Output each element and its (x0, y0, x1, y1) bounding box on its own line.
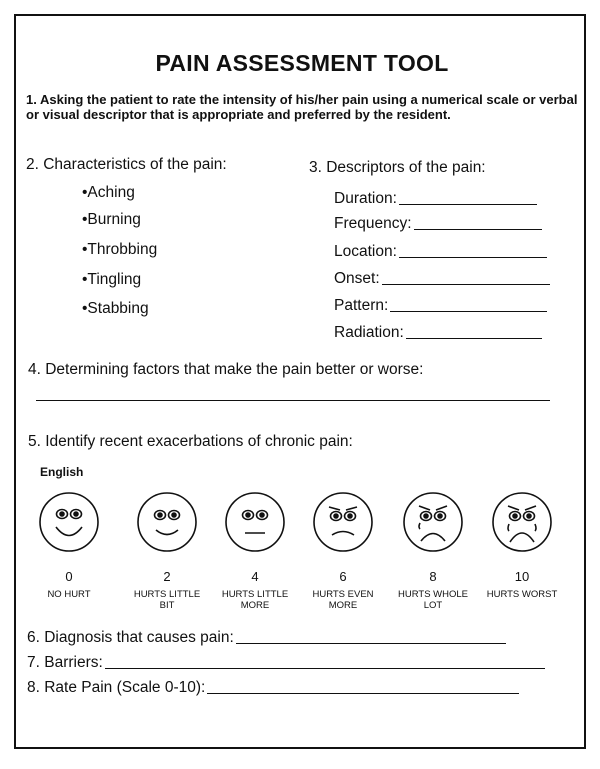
characteristic-item: •Tingling (82, 271, 142, 288)
scale-language-label: English (40, 465, 84, 479)
face-caption: HURTS WHOLE LOT (397, 589, 469, 611)
face-caption: HURTS EVEN MORE (312, 589, 374, 611)
location-field[interactable]: Location: (334, 243, 547, 261)
rate-pain-field[interactable]: 8. Rate Pain (Scale 0-10): (27, 679, 519, 697)
form-frame (14, 14, 586, 749)
characteristic-item: •Aching (82, 184, 135, 201)
face-caption: HURTS WORST (486, 589, 558, 600)
face-6-icon (314, 493, 372, 551)
characteristic-item: •Burning (82, 211, 141, 228)
intro-text: 1. Asking the patient to rate the intensity of his/her pain using a numerical scale or verbal or visual descriptor that is appropriate and preferred by the resident. (26, 92, 578, 122)
face-0-icon (40, 493, 98, 551)
face-number: 10 (514, 569, 530, 584)
exacerbations-heading: 5. Identify recent exacerbations of chronic pain: (28, 433, 353, 450)
onset-field[interactable]: Onset: (334, 270, 550, 288)
face-4-icon (226, 493, 284, 551)
characteristic-item: •Stabbing (82, 300, 149, 317)
characteristic-item: •Throbbing (82, 241, 158, 258)
face-number: 8 (429, 569, 437, 584)
face-caption: HURTS LITTLE MORE (221, 589, 289, 611)
diagnosis-field[interactable]: 6. Diagnosis that causes pain: (27, 629, 506, 647)
face-caption: HURTS LITTLE BIT (133, 589, 201, 611)
face-2-icon (138, 493, 196, 551)
face-number: 0 (65, 569, 73, 584)
face-number: 6 (339, 569, 347, 584)
face-caption: NO HURT (47, 589, 91, 600)
pattern-field[interactable]: Pattern: (334, 297, 547, 315)
face-number: 4 (251, 569, 259, 584)
barriers-field[interactable]: 7. Barriers: (27, 654, 545, 672)
form-title: PAIN ASSESSMENT TOOL (155, 50, 449, 76)
factors-heading: 4. Determining factors that make the pain better or worse: (28, 361, 424, 378)
characteristics-heading: 2. Characteristics of the pain: (26, 156, 227, 173)
radiation-field[interactable]: Radiation: (334, 324, 542, 342)
frequency-field[interactable]: Frequency: (334, 215, 542, 233)
face-number: 2 (163, 569, 171, 584)
duration-field[interactable]: Duration: (334, 190, 537, 208)
face-10-icon (493, 493, 551, 551)
face-8-icon (404, 493, 462, 551)
descriptors-heading: 3. Descriptors of the pain: (309, 159, 486, 176)
